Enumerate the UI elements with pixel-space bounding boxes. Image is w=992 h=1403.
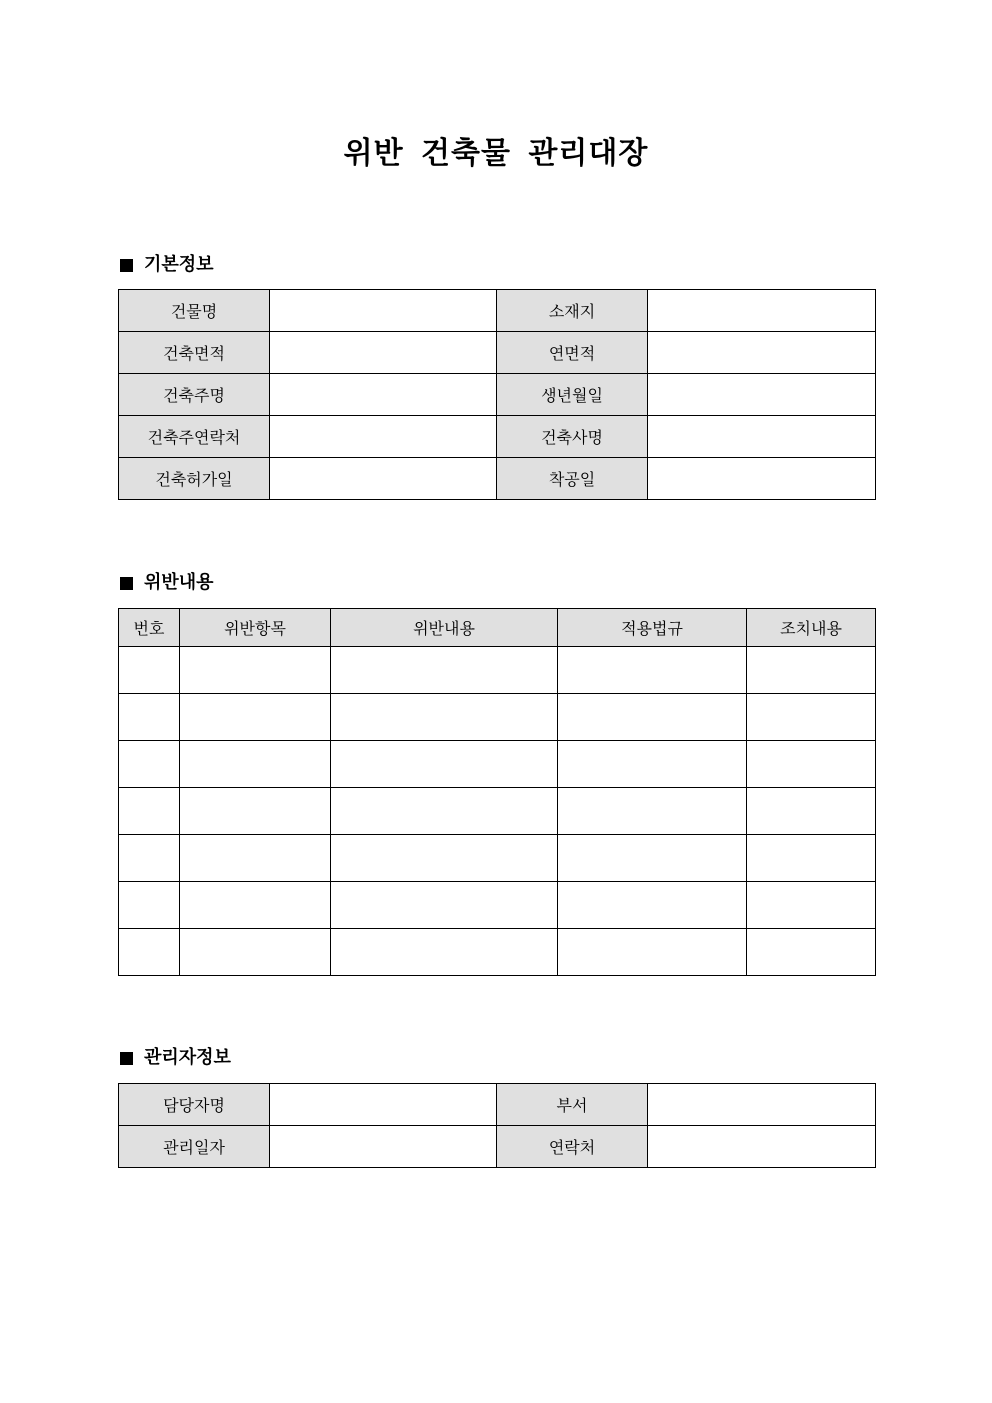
violation-table <box>118 608 876 976</box>
table-cell[interactable] <box>331 929 558 976</box>
field-label: 건축면적 <box>119 332 270 374</box>
column-header: 위반항목 <box>180 609 331 647</box>
field-label: 건축주명 <box>119 374 270 416</box>
table-cell[interactable] <box>180 741 331 788</box>
table-cell[interactable] <box>747 788 876 835</box>
field-value-total-floor-area[interactable] <box>648 332 876 374</box>
document-title: 위반 건축물 관리대장 <box>343 136 649 171</box>
table-cell[interactable] <box>331 882 558 929</box>
field-label: 관리일자 <box>119 1126 270 1168</box>
table-cell[interactable] <box>331 694 558 741</box>
field-value-owner-name[interactable] <box>270 374 497 416</box>
field-value-manage-date[interactable] <box>270 1126 497 1168</box>
table-cell[interactable] <box>180 647 331 694</box>
table-header-row <box>119 609 876 647</box>
table-row <box>119 694 876 741</box>
field-label: 건축주연락처 <box>119 416 270 458</box>
table-cell[interactable] <box>747 647 876 694</box>
table-cell[interactable] <box>558 647 747 694</box>
table-row <box>119 332 876 374</box>
table-cell[interactable] <box>747 929 876 976</box>
table-cell[interactable] <box>331 788 558 835</box>
table-row <box>119 882 876 929</box>
section-heading-manager <box>119 1046 231 1070</box>
field-value-building-name[interactable] <box>270 290 497 332</box>
table-cell[interactable] <box>747 741 876 788</box>
table-row <box>119 416 876 458</box>
table-cell[interactable] <box>180 788 331 835</box>
table-row <box>119 788 876 835</box>
table-cell[interactable] <box>119 741 180 788</box>
table-cell[interactable] <box>747 694 876 741</box>
table-cell[interactable] <box>331 835 558 882</box>
table-cell[interactable] <box>119 929 180 976</box>
square-bullet-icon <box>120 577 133 590</box>
field-value-birth-date[interactable] <box>648 374 876 416</box>
table-cell[interactable] <box>747 882 876 929</box>
table-cell[interactable] <box>558 788 747 835</box>
section-heading-violation-label: 위반내용 <box>144 572 214 593</box>
table-row <box>119 835 876 882</box>
table-row <box>119 290 876 332</box>
field-value-start-date[interactable] <box>648 458 876 500</box>
table-row <box>119 741 876 788</box>
field-value-location[interactable] <box>648 290 876 332</box>
field-label: 부서 <box>497 1084 648 1126</box>
field-label: 생년월일 <box>497 374 648 416</box>
table-cell[interactable] <box>180 929 331 976</box>
column-header: 위반내용 <box>331 609 558 647</box>
field-value-owner-contact[interactable] <box>270 416 497 458</box>
table-cell[interactable] <box>119 835 180 882</box>
table-cell[interactable] <box>747 835 876 882</box>
section-heading-violation <box>119 571 214 595</box>
field-value-department[interactable] <box>648 1084 876 1126</box>
table-cell[interactable] <box>180 835 331 882</box>
column-header: 조치내용 <box>747 609 876 647</box>
table-cell[interactable] <box>558 741 747 788</box>
manager-info-table <box>118 1083 876 1168</box>
section-heading-basic-label: 기본정보 <box>144 254 214 275</box>
field-value-building-area[interactable] <box>270 332 497 374</box>
field-value-architect-name[interactable] <box>648 416 876 458</box>
table-cell[interactable] <box>558 694 747 741</box>
section-heading-basic <box>119 253 214 277</box>
field-label: 건축허가일 <box>119 458 270 500</box>
field-label: 연면적 <box>497 332 648 374</box>
table-cell[interactable] <box>119 788 180 835</box>
field-label: 건축사명 <box>497 416 648 458</box>
table-cell[interactable] <box>331 741 558 788</box>
field-label: 담당자명 <box>119 1084 270 1126</box>
field-label: 연락처 <box>497 1126 648 1168</box>
field-label: 건물명 <box>119 290 270 332</box>
field-value-permit-date[interactable] <box>270 458 497 500</box>
table-cell[interactable] <box>558 882 747 929</box>
table-cell[interactable] <box>119 882 180 929</box>
table-cell[interactable] <box>180 882 331 929</box>
field-value-manager-name[interactable] <box>270 1084 497 1126</box>
table-cell[interactable] <box>331 647 558 694</box>
table-row <box>119 1126 876 1168</box>
table-cell[interactable] <box>180 694 331 741</box>
section-heading-manager-label: 관리자정보 <box>144 1047 231 1068</box>
table-row <box>119 647 876 694</box>
square-bullet-icon <box>120 1052 133 1065</box>
field-value-contact[interactable] <box>648 1126 876 1168</box>
table-row <box>119 374 876 416</box>
field-label: 착공일 <box>497 458 648 500</box>
field-label: 소재지 <box>497 290 648 332</box>
column-header: 번호 <box>119 609 180 647</box>
table-row <box>119 458 876 500</box>
square-bullet-icon <box>120 259 133 272</box>
table-cell[interactable] <box>119 647 180 694</box>
table-cell[interactable] <box>558 835 747 882</box>
table-cell[interactable] <box>558 929 747 976</box>
table-row <box>119 929 876 976</box>
basic-info-table <box>118 289 876 500</box>
table-cell[interactable] <box>119 694 180 741</box>
table-row <box>119 1084 876 1126</box>
column-header: 적용법규 <box>558 609 747 647</box>
